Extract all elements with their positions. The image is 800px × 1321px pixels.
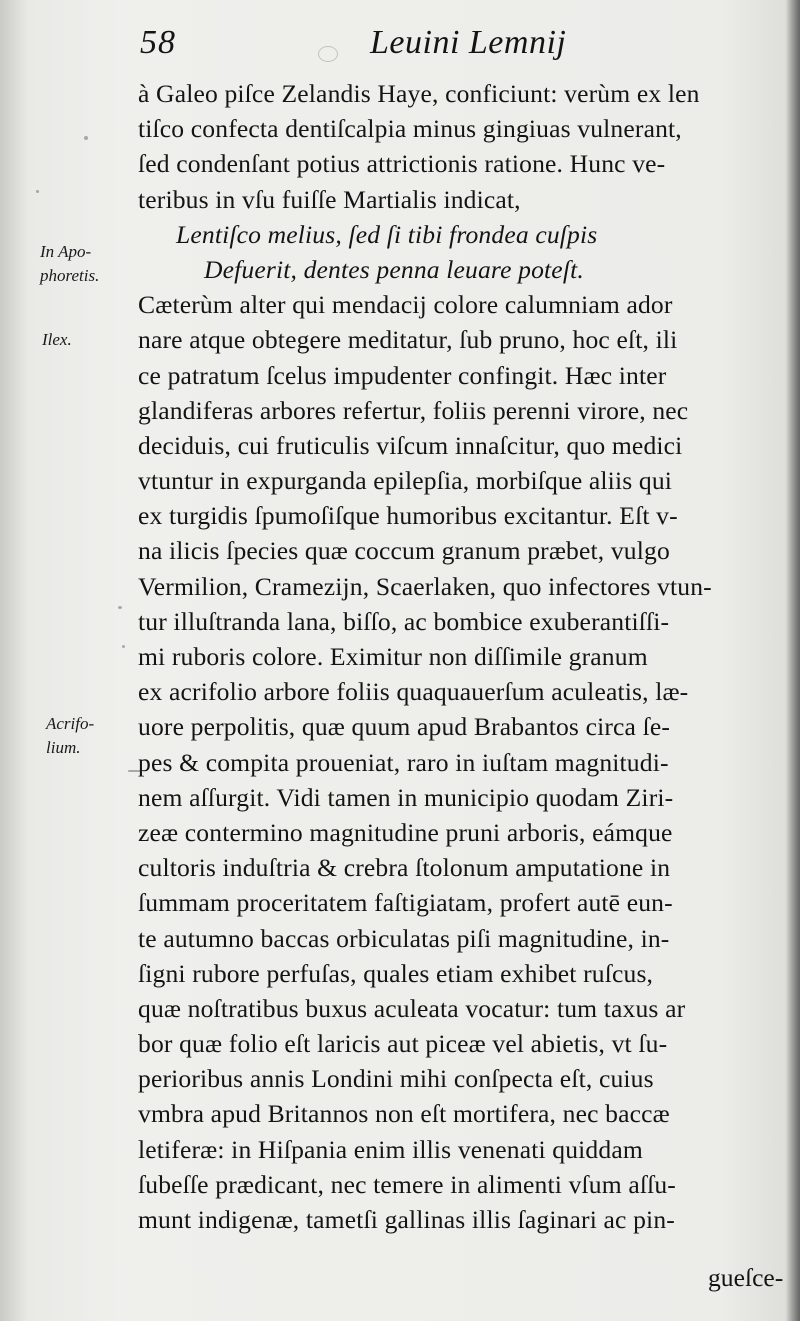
- text-line: zeæ contermino magnitudine pruni arboris, eámque: [138, 817, 673, 847]
- text-line: perioribus annis Londini mihi conſpecta eſt, cuius: [138, 1064, 654, 1094]
- verse-line: Defuerit, dentes penna leuare poteſt.: [204, 254, 584, 284]
- spine-shadow: [786, 0, 800, 1321]
- text-line: ſubeſſe prædicant, nec temere in alimenti vſum aſſu-: [138, 1169, 676, 1199]
- text-line: glandiferas arbores refertur, foliis perenni virore, nec: [138, 395, 689, 425]
- text-line: cultoris induſtria & crebra ſtolonum amputatione in: [138, 853, 671, 883]
- text-line: letiferæ: in Hiſpania enim illis venenati quiddam: [138, 1134, 643, 1164]
- margin-note-apophoretis: In Apo- phoretis.: [40, 242, 100, 285]
- text-line: ce patratum ſcelus impudenter confingit. Hæc inter: [138, 360, 667, 390]
- text-line: Vermilion, Cramezijn, Scaerlaken, quo infectores vtun-: [138, 571, 712, 601]
- ink-speck: [128, 770, 142, 772]
- text-line: mi ruboris colore. Eximitur non diſſimile granum: [138, 642, 648, 671]
- ink-speck: [84, 136, 88, 140]
- margin-note-ilex: Ilex.: [42, 330, 72, 349]
- text-line: ſed condenſant potius attrictionis ratione. Hunc ve-: [138, 149, 666, 179]
- margin-note-acrifolium: Acrifo- lium.: [46, 714, 95, 757]
- text-line: deciduis, cui fruticulis viſcum innaſcitur, quo medici: [138, 430, 683, 460]
- text-line: tur illuſtranda lana, biſſo, ac bombice exuberantiſſi-: [138, 606, 670, 636]
- running-head: Leuini Lemnij: [370, 24, 567, 61]
- body-text: [138, 76, 778, 1237]
- catchword: gueſce-: [708, 1263, 784, 1292]
- text-line: pes & compita proueniat, raro in iuſtam magnitudi-: [138, 747, 669, 777]
- text-line: uore perpolitis, quæ quum apud Brabantos circa ſe-: [138, 712, 671, 742]
- verse-line: Lentiſco melius, ſed ſi tibi frondea cuſpis: [176, 219, 598, 249]
- text-line: vtuntur in expurganda epilepſia, morbiſque aliis qui: [138, 466, 673, 496]
- text-line: te autumno baccas orbiculatas piſi magnitudine, in-: [138, 923, 670, 953]
- ink-speck: [36, 190, 39, 193]
- text-line: munt indigenæ, tametſi gallinas illis ſaginari ac pin-: [138, 1205, 675, 1234]
- text-line: Cæterùm alter qui mendacij colore calumniam ador: [138, 290, 673, 320]
- text-line: tiſco confecta dentiſcalpia minus gingiuas vulnerant,: [138, 114, 682, 144]
- page-header: [140, 18, 760, 70]
- text-line: nare atque obtegere meditatur, ſub pruno, hoc eſt, ili: [138, 325, 678, 355]
- text-line: à Galeo piſce Zelandis Haye, conficiunt: verùm ex len: [138, 79, 700, 108]
- ink-speck: [118, 606, 122, 609]
- text-line: bor quæ folio eſt laricis aut piceæ vel abietis, vt ſu-: [138, 1029, 668, 1059]
- text-line: na ilicis ſpecies quæ coccum granum præbet, vulgo: [138, 536, 670, 566]
- text-line: ſigni rubore perfuſas, quales etiam exhibet ruſcus,: [138, 958, 654, 988]
- text-line: quæ noſtratibus buxus aculeata vocatur: tum taxus ar: [138, 993, 686, 1023]
- text-line: vmbra apud Britannos non eſt mortifera, nec baccæ: [138, 1099, 670, 1129]
- ink-speck: [122, 645, 125, 648]
- text-line: teribus in vſu fuiſſe Martialis indicat,: [138, 184, 521, 214]
- text-line: ſummam proceritatem faſtigiatam, profert autē eun-: [138, 888, 673, 918]
- text-line: nem aſſurgit. Vidi tamen in municipio quodam Ziri-: [138, 782, 674, 812]
- text-line: ex turgidis ſpumoſiſque humoribus excitantur. Eſt v-: [138, 501, 678, 531]
- page-number: 58: [140, 24, 176, 61]
- text-line: ex acrifolio arbore foliis quaquauerſum aculeatis, læ-: [138, 677, 689, 707]
- ink-blot-mark: [318, 46, 338, 62]
